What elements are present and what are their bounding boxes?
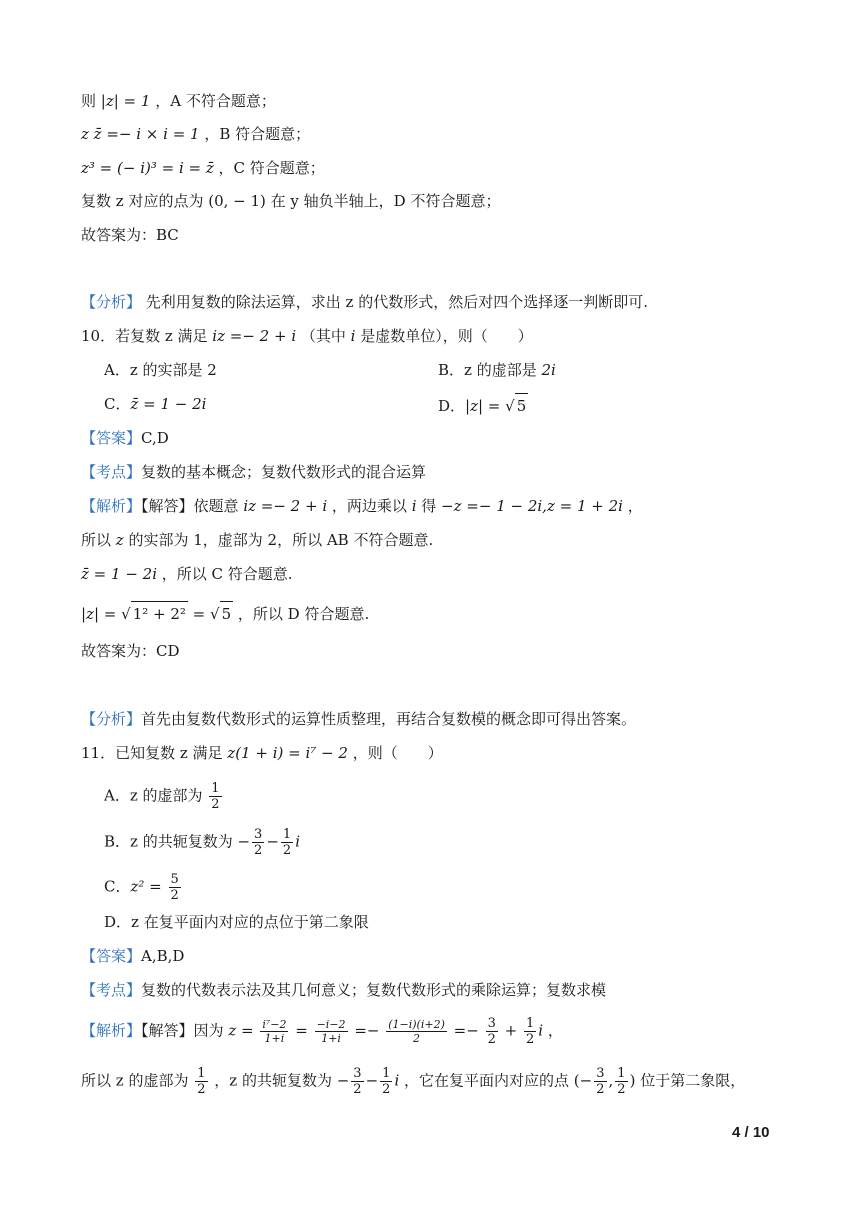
fraction — [386, 1019, 447, 1044]
math: −z =− 1 − 2i,z = 1 + 2i — [441, 497, 623, 515]
point-line — [81, 461, 426, 483]
sqrt-symbol: √ — [210, 605, 220, 623]
math: − — [336, 1071, 350, 1090]
sqrt-symbol: √ — [505, 397, 515, 415]
text: ，所以 D 符合题意. — [233, 605, 370, 623]
math: iz =− 2 + i — [212, 327, 297, 345]
fraction — [169, 873, 181, 902]
math: − — [237, 832, 251, 851]
fraction — [195, 1067, 207, 1096]
answer-value: A,B,D — [141, 947, 185, 965]
fraction — [260, 1019, 288, 1044]
solution-line — [81, 529, 433, 551]
fraction — [594, 1067, 606, 1096]
answer-tag: 【答案】 — [81, 429, 142, 447]
math: z = — [228, 1021, 259, 1040]
text: 得 — [416, 497, 442, 515]
math: z̄ = 1 − 2i — [81, 565, 157, 583]
denominator: 2 — [413, 1032, 421, 1045]
numerator: i⁷−2 — [262, 1018, 287, 1031]
math: i — [295, 832, 300, 851]
math: (0, − 1) — [208, 192, 266, 210]
numerator: 3 — [254, 827, 263, 842]
denominator: 2 — [282, 843, 292, 858]
text: C． — [104, 395, 131, 413]
analysis-tag: 【分析】 — [81, 293, 142, 311]
fraction — [281, 828, 293, 857]
numerator: 1 — [211, 781, 220, 796]
text: 所以 — [81, 531, 116, 549]
denominator: 1+i — [321, 1032, 341, 1045]
math: i — [394, 1071, 400, 1090]
point-tag: 【考点】 — [81, 463, 142, 481]
text: 位于第二象限， — [635, 1071, 746, 1090]
math: i — [411, 497, 417, 515]
text: 依题意 — [193, 497, 244, 515]
text: 所以 z 的虚部为 — [81, 1071, 194, 1090]
answer-line: 故答案为：BC — [81, 226, 179, 244]
text: ， — [622, 497, 643, 515]
math: =− — [349, 1021, 385, 1040]
page-number: 4 / 10 — [732, 1124, 770, 1141]
text: 【解答】 — [141, 497, 194, 515]
text: ，它在复平面内对应的点 — [399, 1071, 574, 1090]
solution-line — [81, 190, 500, 212]
numerator: 3 — [487, 1016, 496, 1031]
denominator: 2 — [170, 888, 179, 903]
math: z̄ = 1 − 2i — [130, 395, 207, 413]
numerator: 3 — [353, 1066, 362, 1081]
solution-line — [81, 563, 293, 585]
denominator: 2 — [617, 1082, 626, 1097]
option-b — [438, 359, 556, 381]
text: 在 y 轴负半轴上，D 不符合题意； — [265, 192, 501, 210]
math: 2i — [541, 361, 556, 379]
numerator: (1−i)(i+2) — [388, 1018, 445, 1031]
sqrt-symbol: √ — [121, 605, 131, 623]
fraction — [252, 828, 264, 857]
denominator: 2 — [525, 1032, 535, 1047]
solution-line — [81, 157, 325, 179]
denominator: 2 — [197, 1082, 206, 1097]
denominator: 2 — [254, 843, 263, 858]
numerator: 3 — [596, 1066, 605, 1081]
math: i — [350, 327, 356, 345]
math: z³ = (− i)³ = i = z̄ — [81, 159, 214, 177]
math: |z| = — [81, 605, 122, 623]
question-11-stem — [81, 742, 443, 764]
text: A．z 的虚部为 — [104, 786, 208, 805]
answer-line: 故答案为：CD — [81, 642, 180, 660]
solution-line — [81, 123, 310, 145]
text: （其中 — [296, 327, 351, 345]
text: 先利用复数的除法运算，求出 z 的代数形式，然后对四个选择逐一判断即可. — [141, 293, 648, 311]
fraction — [209, 782, 221, 811]
numerator: 1 — [197, 1066, 206, 1081]
math: iz =− 2 + i — [243, 497, 328, 515]
option-a — [104, 782, 224, 811]
fraction — [524, 1017, 536, 1046]
math: i — [538, 1021, 544, 1040]
text: 是虚数单位），则（ ） — [355, 327, 533, 345]
solution-line — [81, 1017, 563, 1046]
option-c — [104, 873, 183, 902]
math: =− — [448, 1021, 484, 1040]
answer-line — [81, 427, 169, 449]
option-a: A．z 的实部是 2 — [104, 361, 217, 379]
radicand: 1² + 2² — [131, 601, 188, 625]
point-tag: 【考点】 — [81, 981, 142, 999]
solution-line — [81, 1067, 745, 1096]
text: D． — [438, 397, 466, 415]
text: ，则（ ） — [347, 744, 443, 762]
math: = — [290, 1021, 313, 1040]
radicand: 5 — [220, 601, 234, 625]
solution-line — [81, 601, 369, 625]
analysis-line — [81, 291, 648, 313]
answer-tag: 【答案】 — [81, 947, 142, 965]
text: B．z 的虚部是 — [438, 361, 542, 379]
answer-line — [81, 945, 184, 967]
math: z² = — [130, 877, 167, 896]
text: 首先由复数代数形式的运算性质整理，再结合复数模的概念即可得出答案。 — [141, 710, 637, 728]
radicand: 5 — [515, 393, 529, 417]
math: = — [187, 605, 211, 623]
fraction — [615, 1067, 627, 1096]
denominator: 1+i — [264, 1032, 285, 1045]
text: ，B 符合题意； — [199, 125, 311, 143]
math: z(1 + i) = i⁷ − 2 — [227, 744, 348, 762]
point-line — [81, 979, 606, 1001]
fraction — [315, 1019, 348, 1044]
denominator: 2 — [211, 797, 220, 812]
numerator: 1 — [282, 827, 292, 842]
numerator: 1 — [617, 1066, 626, 1081]
analysis-line — [81, 708, 636, 730]
math: z z̄ =− i × i = 1 — [81, 125, 200, 143]
math: z — [115, 531, 124, 549]
math: , — [608, 1071, 614, 1090]
text: B．z 的共轭复数为 — [104, 832, 238, 851]
text: ，C 符合题意； — [213, 159, 325, 177]
fraction — [486, 1017, 498, 1046]
fraction — [351, 1067, 363, 1096]
text: ，两边乘以 — [327, 497, 412, 515]
math: |z| = 1 — [100, 92, 151, 110]
math: |z| = — [465, 397, 506, 415]
text: 【解答】 — [141, 1021, 194, 1040]
denominator: 2 — [487, 1032, 496, 1047]
text: 的实部为 1，虚部为 2，所以 AB 不符合题意. — [123, 531, 434, 549]
numerator: −i−2 — [316, 1018, 346, 1031]
denominator: 2 — [382, 1082, 391, 1097]
text: 则 — [81, 92, 101, 110]
option-d: D．z 在复平面内对应的点位于第二象限 — [104, 913, 369, 931]
solution-line — [81, 90, 276, 112]
math: − — [365, 1071, 379, 1090]
text: C． — [104, 877, 131, 896]
text: 复数的代数表示法及其几何意义；复数代数形式的乘除运算；复数求模 — [141, 981, 607, 999]
text: ， — [543, 1021, 563, 1040]
analysis-tag: 【分析】 — [81, 710, 142, 728]
text: 复数的基本概念；复数代数形式的混合运算 — [141, 463, 427, 481]
option-b — [104, 828, 300, 857]
numerator: 5 — [170, 872, 179, 887]
math: ) — [629, 1071, 636, 1090]
option-c — [104, 393, 206, 415]
denominator: 2 — [353, 1082, 362, 1097]
text: 11．已知复数 z 满足 — [81, 744, 228, 762]
solution-tag: 【解析】 — [81, 1021, 142, 1040]
text: ，z 的共轭复数为 — [209, 1071, 337, 1090]
option-d — [438, 393, 528, 417]
text: 复数 z 对应的点为 — [81, 192, 209, 210]
solution-tag: 【解析】 — [81, 497, 142, 515]
question-10-stem — [81, 325, 533, 347]
numerator: 1 — [382, 1066, 391, 1081]
text: ，所以 C 符合题意. — [157, 565, 293, 583]
answer-value: C,D — [141, 429, 169, 447]
denominator: 2 — [596, 1082, 605, 1097]
solution-line — [81, 495, 643, 517]
numerator: 1 — [525, 1016, 535, 1031]
text: 因为 — [193, 1021, 229, 1040]
fraction — [380, 1067, 392, 1096]
math: − — [266, 832, 279, 851]
math: + — [499, 1021, 522, 1040]
text: ，A 不符合题意； — [150, 92, 276, 110]
math: (− — [573, 1071, 593, 1090]
text: 10．若复数 z 满足 — [81, 327, 213, 345]
